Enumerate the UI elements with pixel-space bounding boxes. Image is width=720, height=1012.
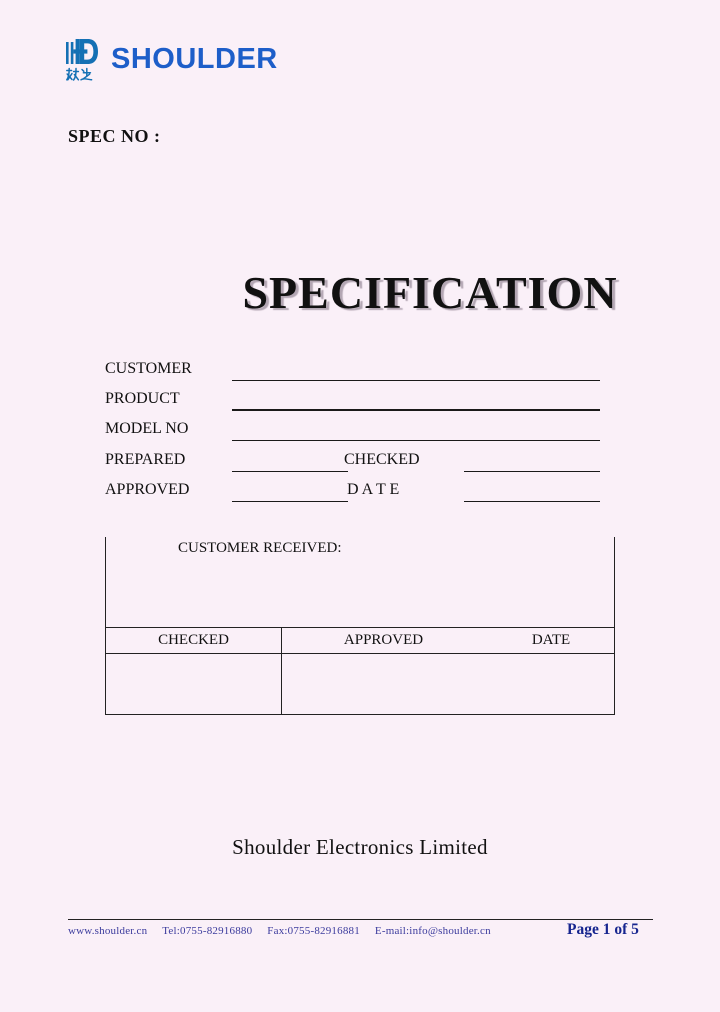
customer-received-cell <box>105 537 615 627</box>
date-field-line <box>464 501 600 502</box>
brand-name: SHOULDER <box>111 43 278 75</box>
company-name: Shoulder Electronics Limited <box>232 835 488 859</box>
table-cell-date <box>486 653 616 714</box>
footer-email: E-mail:info@shoulder.cn <box>374 925 491 937</box>
footer-website: www.shoulder.cn <box>68 925 148 937</box>
header-approved: APPROVED <box>343 632 424 648</box>
footer-tel: Tel:0755-82916880 <box>162 925 253 937</box>
table-cell-checked <box>106 653 281 714</box>
checked-field-line <box>464 471 600 472</box>
approved-field-line <box>232 501 348 502</box>
footer-divider <box>68 919 653 920</box>
footer-contact-info <box>68 925 491 937</box>
customer-received-table <box>105 537 615 715</box>
table-row <box>105 653 615 715</box>
hd-logo-icon <box>66 38 106 84</box>
approved-label: APPROVED <box>105 481 190 498</box>
customer-field-line <box>232 380 600 381</box>
table-cell-approved <box>281 653 486 714</box>
model-no-field-line <box>232 440 600 441</box>
prepared-field-line <box>232 471 348 472</box>
customer-label: CUSTOMER <box>105 360 192 377</box>
footer-fax: Fax:0755-82916881 <box>267 925 360 937</box>
checked-label: CHECKED <box>344 451 420 468</box>
spec-no-label: SPEC NO : <box>68 126 161 146</box>
model-no-label: MODEL NO <box>105 420 189 437</box>
page-number: Page 1 of 5 <box>567 921 639 938</box>
customer-received-title: CUSTOMER RECEIVED: <box>178 540 342 556</box>
table-header-row <box>105 627 615 654</box>
company-logo <box>66 38 278 84</box>
prepared-label: PREPARED <box>105 451 186 468</box>
date-label: D A T E <box>347 481 400 498</box>
header-date: DATE <box>531 632 571 648</box>
page-title: SPECIFICATION <box>242 267 618 318</box>
product-label: PRODUCT <box>105 390 180 407</box>
header-checked: CHECKED <box>158 632 229 648</box>
product-field-line <box>232 409 600 411</box>
